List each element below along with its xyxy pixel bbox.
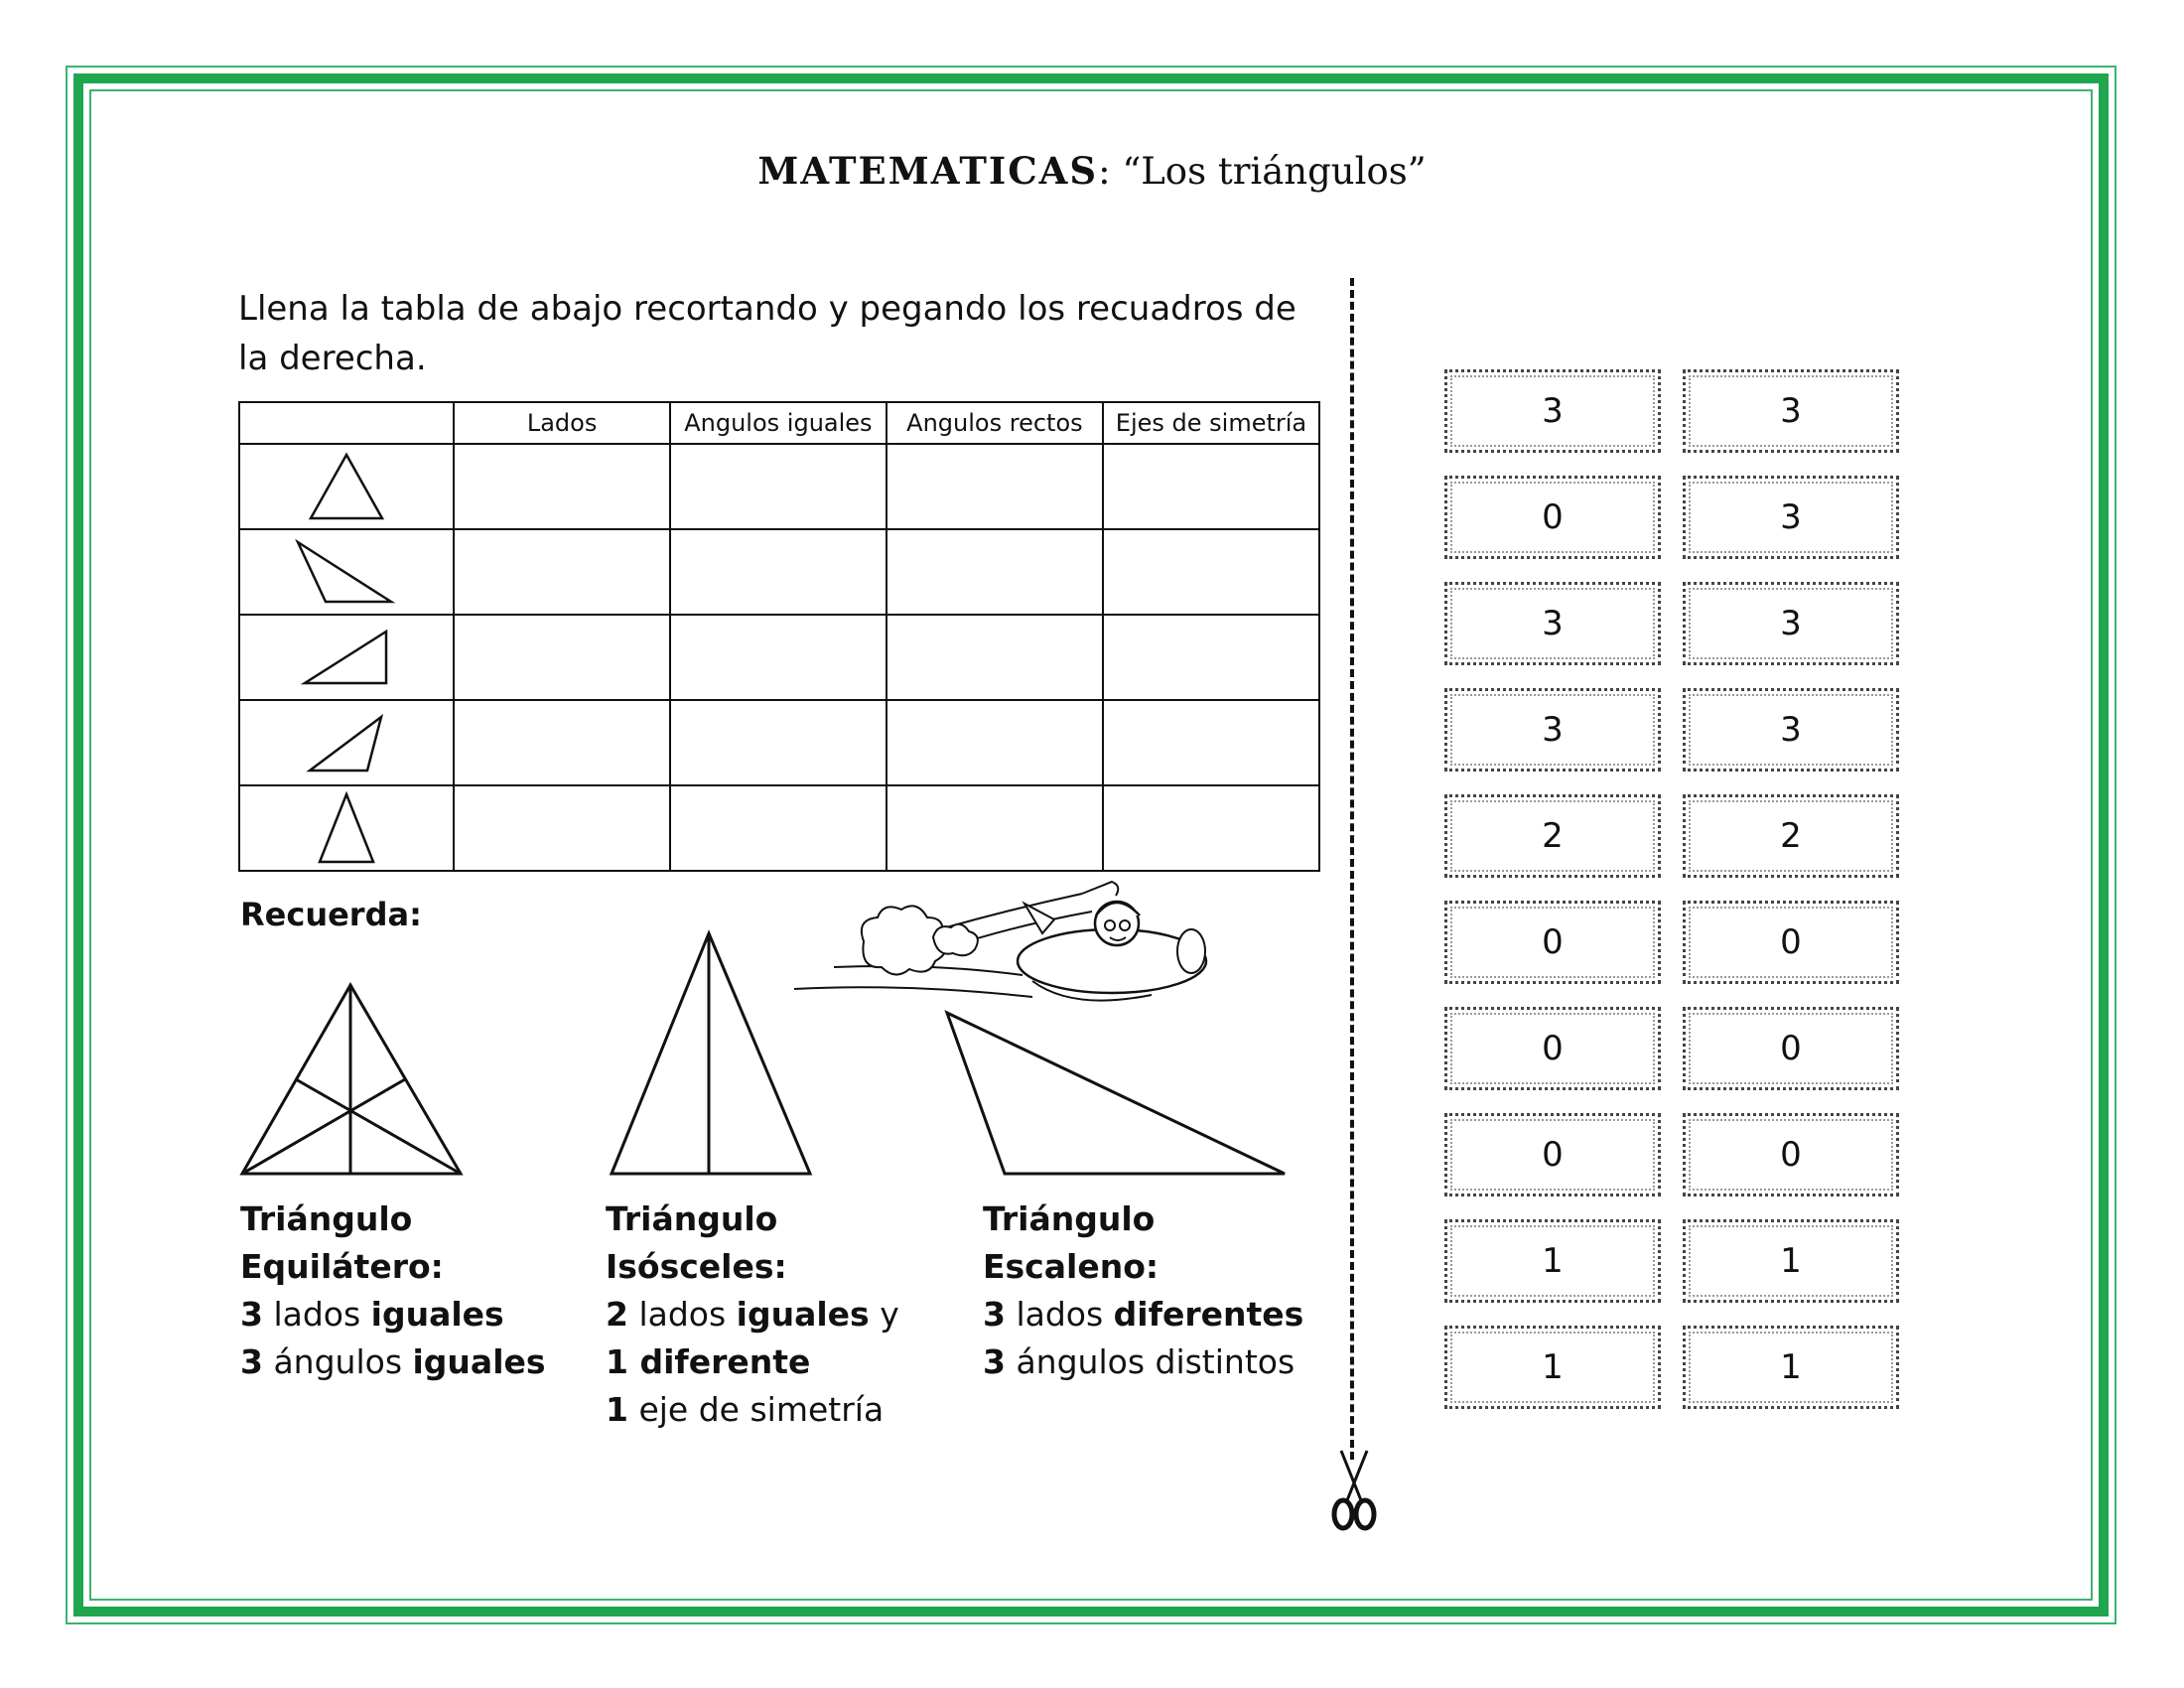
isosceles-line-different bbox=[606, 1338, 899, 1386]
equilateral-sides-text: lados bbox=[262, 1295, 371, 1334]
isosceles-line-sides bbox=[606, 1291, 899, 1338]
isosceles-different-bold: diferente bbox=[627, 1342, 811, 1381]
cutout-card[interactable]: 3 bbox=[1683, 476, 1899, 559]
scalene-description bbox=[983, 1196, 1303, 1386]
equilateral-line-sides bbox=[240, 1291, 546, 1338]
table-cell-empty[interactable] bbox=[670, 615, 887, 700]
scalene-sides-count: 3 bbox=[983, 1295, 1006, 1334]
table-cell-empty[interactable] bbox=[887, 700, 1103, 785]
page-title bbox=[0, 149, 2184, 193]
equilateral-triangle-diagram bbox=[238, 981, 467, 1180]
equilateral-name-line2: Equilátero: bbox=[240, 1247, 444, 1286]
table-cell-empty[interactable] bbox=[670, 785, 887, 871]
table-cell-empty[interactable] bbox=[670, 529, 887, 615]
cutout-card[interactable]: 2 bbox=[1444, 794, 1661, 878]
scalene-name-line1: Triángulo bbox=[983, 1199, 1156, 1238]
table-cell-empty[interactable] bbox=[454, 444, 670, 529]
scalene-line-sides bbox=[983, 1291, 1303, 1338]
isosceles-sides-tail: y bbox=[869, 1295, 899, 1334]
scalene-sides-text: lados bbox=[1005, 1295, 1114, 1334]
cutout-card[interactable]: 3 bbox=[1444, 369, 1661, 453]
scalene-triangle-diagram bbox=[943, 1009, 1291, 1178]
table-cell-empty[interactable] bbox=[887, 785, 1103, 871]
table-cell-empty[interactable] bbox=[1103, 700, 1319, 785]
table-row bbox=[239, 444, 1319, 529]
cutout-card[interactable]: 0 bbox=[1683, 901, 1899, 984]
table-cell-empty[interactable] bbox=[454, 529, 670, 615]
cutout-card[interactable]: 0 bbox=[1683, 1113, 1899, 1196]
scissors-icon bbox=[1327, 1445, 1381, 1534]
isosceles-sides-count: 2 bbox=[606, 1295, 628, 1334]
right-triangle-icon bbox=[297, 626, 396, 689]
isosceles-sides-text: lados bbox=[627, 1295, 737, 1334]
table-row bbox=[239, 700, 1319, 785]
table-row-icon-cell bbox=[239, 700, 454, 785]
table-cell-empty[interactable] bbox=[1103, 444, 1319, 529]
equilateral-angles-count: 3 bbox=[240, 1342, 263, 1381]
scalene-name-line2: Escaleno: bbox=[983, 1247, 1160, 1286]
isosceles-description bbox=[606, 1196, 899, 1434]
isosceles-sides-bold: iguales bbox=[736, 1295, 870, 1334]
cutout-card[interactable]: 3 bbox=[1444, 582, 1661, 665]
isosceles-line-axis bbox=[606, 1386, 899, 1434]
equilateral-line-angles bbox=[240, 1338, 546, 1386]
isosceles-name-line1: Triángulo bbox=[606, 1199, 778, 1238]
scalene-line-angles bbox=[983, 1338, 1303, 1386]
table-cell-empty[interactable] bbox=[887, 615, 1103, 700]
equilateral-angles-text: ángulos bbox=[262, 1342, 413, 1381]
table-header-angulos-iguales: Angulos iguales bbox=[670, 402, 887, 444]
table-row-icon-cell bbox=[239, 785, 454, 871]
cutout-card[interactable]: 0 bbox=[1444, 1113, 1661, 1196]
scalene-angles-count: 3 bbox=[983, 1342, 1006, 1381]
cutout-card[interactable]: 2 bbox=[1683, 794, 1899, 878]
cutout-card[interactable]: 1 bbox=[1444, 1326, 1661, 1409]
table-cell-empty[interactable] bbox=[1103, 615, 1319, 700]
cartoon-airplane-illustration bbox=[784, 872, 1221, 1021]
equilateral-sides-count: 3 bbox=[240, 1295, 263, 1334]
table-header-empty bbox=[239, 402, 454, 444]
table-row-icon-cell bbox=[239, 444, 454, 529]
title-separator: : bbox=[1098, 150, 1111, 193]
table-header-lados: Lados bbox=[454, 402, 670, 444]
triangle-table bbox=[238, 401, 1320, 872]
table-cell-empty[interactable] bbox=[1103, 785, 1319, 871]
cutout-card[interactable]: 3 bbox=[1683, 688, 1899, 772]
table-cell-empty[interactable] bbox=[454, 785, 670, 871]
table-cell-empty[interactable] bbox=[454, 615, 670, 700]
cutout-card[interactable]: 1 bbox=[1683, 1219, 1899, 1303]
title-subject: MATEMATICAS bbox=[757, 149, 1099, 193]
cutout-card[interactable]: 0 bbox=[1444, 901, 1661, 984]
equilateral-angles-bold: iguales bbox=[412, 1342, 546, 1381]
cutout-card[interactable]: 0 bbox=[1683, 1007, 1899, 1090]
obtuse-scalene-triangle-icon bbox=[292, 536, 401, 608]
table-cell-empty[interactable] bbox=[887, 444, 1103, 529]
acute-scalene-triangle-icon bbox=[302, 711, 391, 774]
table-header-angulos-rectos: Angulos rectos bbox=[887, 402, 1103, 444]
table-row bbox=[239, 615, 1319, 700]
equilateral-description bbox=[240, 1196, 546, 1386]
isosceles-axis-text: eje de simetría bbox=[627, 1390, 885, 1429]
table-header-row bbox=[239, 402, 1319, 444]
instruction-text: Llena la tabla de abajo recortando y pegando los recuadros de la derecha. bbox=[238, 289, 1297, 378]
cutout-card[interactable]: 3 bbox=[1444, 688, 1661, 772]
isosceles-different-count: 1 bbox=[606, 1342, 628, 1381]
table-cell-empty[interactable] bbox=[454, 700, 670, 785]
equilateral-triangle-icon bbox=[307, 451, 386, 522]
recuerda-heading: Recuerda: bbox=[240, 896, 422, 933]
table-row bbox=[239, 529, 1319, 615]
table-cell-empty[interactable] bbox=[1103, 529, 1319, 615]
isosceles-triangle-icon bbox=[312, 790, 381, 866]
cutout-card[interactable]: 0 bbox=[1444, 1007, 1661, 1090]
table-cell-empty[interactable] bbox=[887, 529, 1103, 615]
table-row-icon-cell bbox=[239, 615, 454, 700]
title-topic: “Los triángulos” bbox=[1110, 150, 1427, 193]
table-cell-empty[interactable] bbox=[670, 700, 887, 785]
table-row bbox=[239, 785, 1319, 871]
cutout-card[interactable]: 0 bbox=[1444, 476, 1661, 559]
scalene-angles-text: ángulos distintos bbox=[1005, 1342, 1296, 1381]
cutout-card[interactable]: 3 bbox=[1683, 582, 1899, 665]
cutout-card[interactable]: 1 bbox=[1444, 1219, 1661, 1303]
isosceles-name-line2: Isósceles: bbox=[606, 1247, 787, 1286]
equilateral-name-line1: Triángulo bbox=[240, 1199, 413, 1238]
cutout-card[interactable]: 3 bbox=[1683, 369, 1899, 453]
table-header-ejes-simetria: Ejes de simetría bbox=[1103, 402, 1319, 444]
scalene-sides-bold: diferentes bbox=[1113, 1295, 1304, 1334]
table-cell-empty[interactable] bbox=[670, 444, 887, 529]
isosceles-axis-count: 1 bbox=[606, 1390, 628, 1429]
cut-line bbox=[1350, 278, 1354, 1460]
table-row-icon-cell bbox=[239, 529, 454, 615]
equilateral-sides-bold: iguales bbox=[370, 1295, 504, 1334]
cutout-card[interactable]: 1 bbox=[1683, 1326, 1899, 1409]
